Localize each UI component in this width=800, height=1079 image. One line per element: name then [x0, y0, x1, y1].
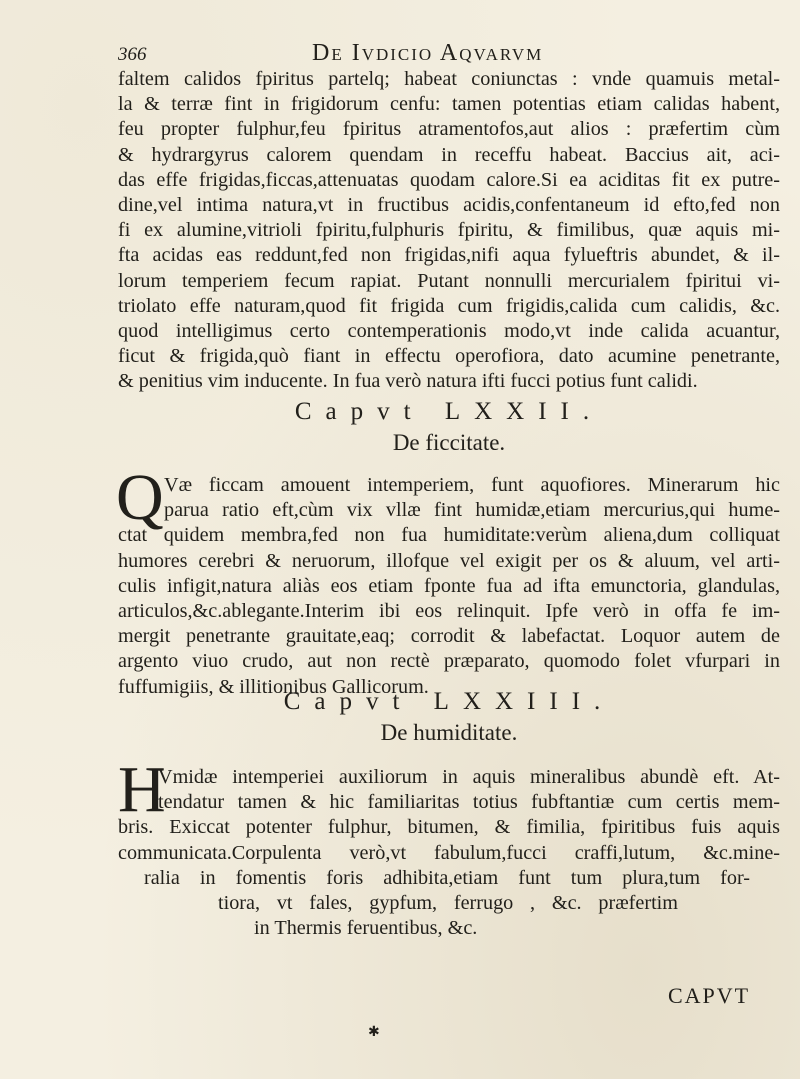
page-number: 366	[118, 44, 147, 65]
text-line: das effe frigidas,ficcas,attenuatas quodam calore.Si ea aciditas fit ex putre-	[118, 168, 780, 191]
text-line: la & terræ fint in frigidorum cenfu: tamen potentias etiam calidas habent,	[118, 93, 780, 116]
text-line: triolato effe naturam,quod fit frigida cum frigidis,calida cum calidis, &c.	[118, 294, 780, 317]
running-head-title: De Ivdicio Aqvarvm	[312, 40, 544, 66]
text-line: argento viuo crudo, aut non rectè præparato, quomodo folet vfurpari in	[118, 650, 780, 673]
text-line: Væ ficcam amouent intemperiem, funt aquofiores. Minerarum hic	[164, 474, 780, 496]
text-line: ralia in fomentis foris adhibita,etiam funt tum plura,tum for-	[144, 866, 750, 889]
text-line: ctat quidem membra,fed non fua humiditate:verùm aliena,dum colliquat	[118, 524, 780, 547]
text-line: articulos,&c.ablegante.Interim ibi eos relinquit. Ipfe verò in offa fe im-	[118, 599, 780, 622]
chapter-73-text	[118, 765, 780, 941]
text-line: in Thermis feruentibus, &c.	[254, 917, 478, 940]
paragraph-continued	[118, 67, 780, 394]
text-line: ficut & frigida,quò fiant in effectu operofiora, dato acumine penetrante,	[118, 345, 780, 368]
text-line: mergit penetrante grauitate,eaq; corrodit & labefactat. Loquor autem de	[118, 625, 780, 648]
text-line: & hydrargyrus calorem quendam in receffu habeat. Baccius ait, aci-	[118, 143, 780, 166]
text-line: Vmidæ intemperiei auxiliorum in aquis mineralibus abundè eft. At-	[158, 766, 780, 788]
text-line: humores cerebri & neruorum, illofque vel exigit per os & aluum, vel arti-	[118, 549, 780, 572]
text-line: quod intelligimus certo contemperationis modo,vt inde calida acuantur,	[118, 319, 780, 342]
chapter-heading-72: Capvt LXXII.	[294, 398, 604, 425]
chapter-subtitle-72: De ficcitate.	[392, 430, 506, 455]
text-line: faltem calidos fpiritus partelq; habeat coniunctas : vnde quamuis metal-	[118, 68, 780, 90]
text-line: dine,vel intima natura,vt in fructibus acidis,confentaneum id efto,fed non	[118, 193, 780, 216]
text-line: parua ratio eft,cùm vix vllæ fint humidæ,etiam mercurius,qui hume-	[164, 499, 780, 522]
text-line: culis infigit,natura aliàs eos etiam fponte fua ad ifta emunctoria, glandulas,	[118, 574, 780, 597]
text-line: feu propter fulphur,feu fpiritus atramentofos,aut alios : præfertim cùm	[118, 118, 780, 141]
chapter-subtitle-73: De humiditate.	[380, 720, 518, 745]
text-line: fuffumigiis, & illitionibus Gallicorum.	[118, 675, 429, 698]
chapter-72-text	[118, 473, 780, 700]
text-line: tiora, vt fales, gypfum, ferrugo , &c. præfertim	[218, 891, 678, 914]
text-line: lorum temperiem fecum rapiat. Putant nonnulli mercurialem fpiritui vi-	[118, 269, 780, 292]
text-line: bris. Exiccat potenter fulphur, bitumen, & fimilia, fpiritibus fuis aquis	[118, 816, 780, 839]
catchword: CAPVT	[668, 983, 751, 1008]
text-line: tendatur tamen & hic familiaritas totius fubftantiæ cum certis mem-	[158, 791, 780, 814]
drop-cap-q: Q	[116, 461, 164, 534]
chapter-heading-73: Capvt LXXIII.	[283, 688, 615, 715]
drop-cap-h: H	[118, 753, 166, 826]
text-line: fi ex alumine,vitrioli fpiritu,fulphuris fpiritu, & fimilibus, quæ aquis mi-	[118, 219, 780, 242]
signature-mark: ✱	[368, 1025, 380, 1040]
text-line: communicata.Corpulenta verò,vt fabulum,fucci craffi,lutum, &c.mine-	[118, 841, 780, 864]
text-line: fta acidas eas reddunt,fed non frigidas,nifi aqua fylueftris abundet, & il-	[118, 244, 780, 267]
text-line: & penitius vim inducente. In fua verò natura ifti fucci potius funt calidi.	[118, 370, 698, 393]
